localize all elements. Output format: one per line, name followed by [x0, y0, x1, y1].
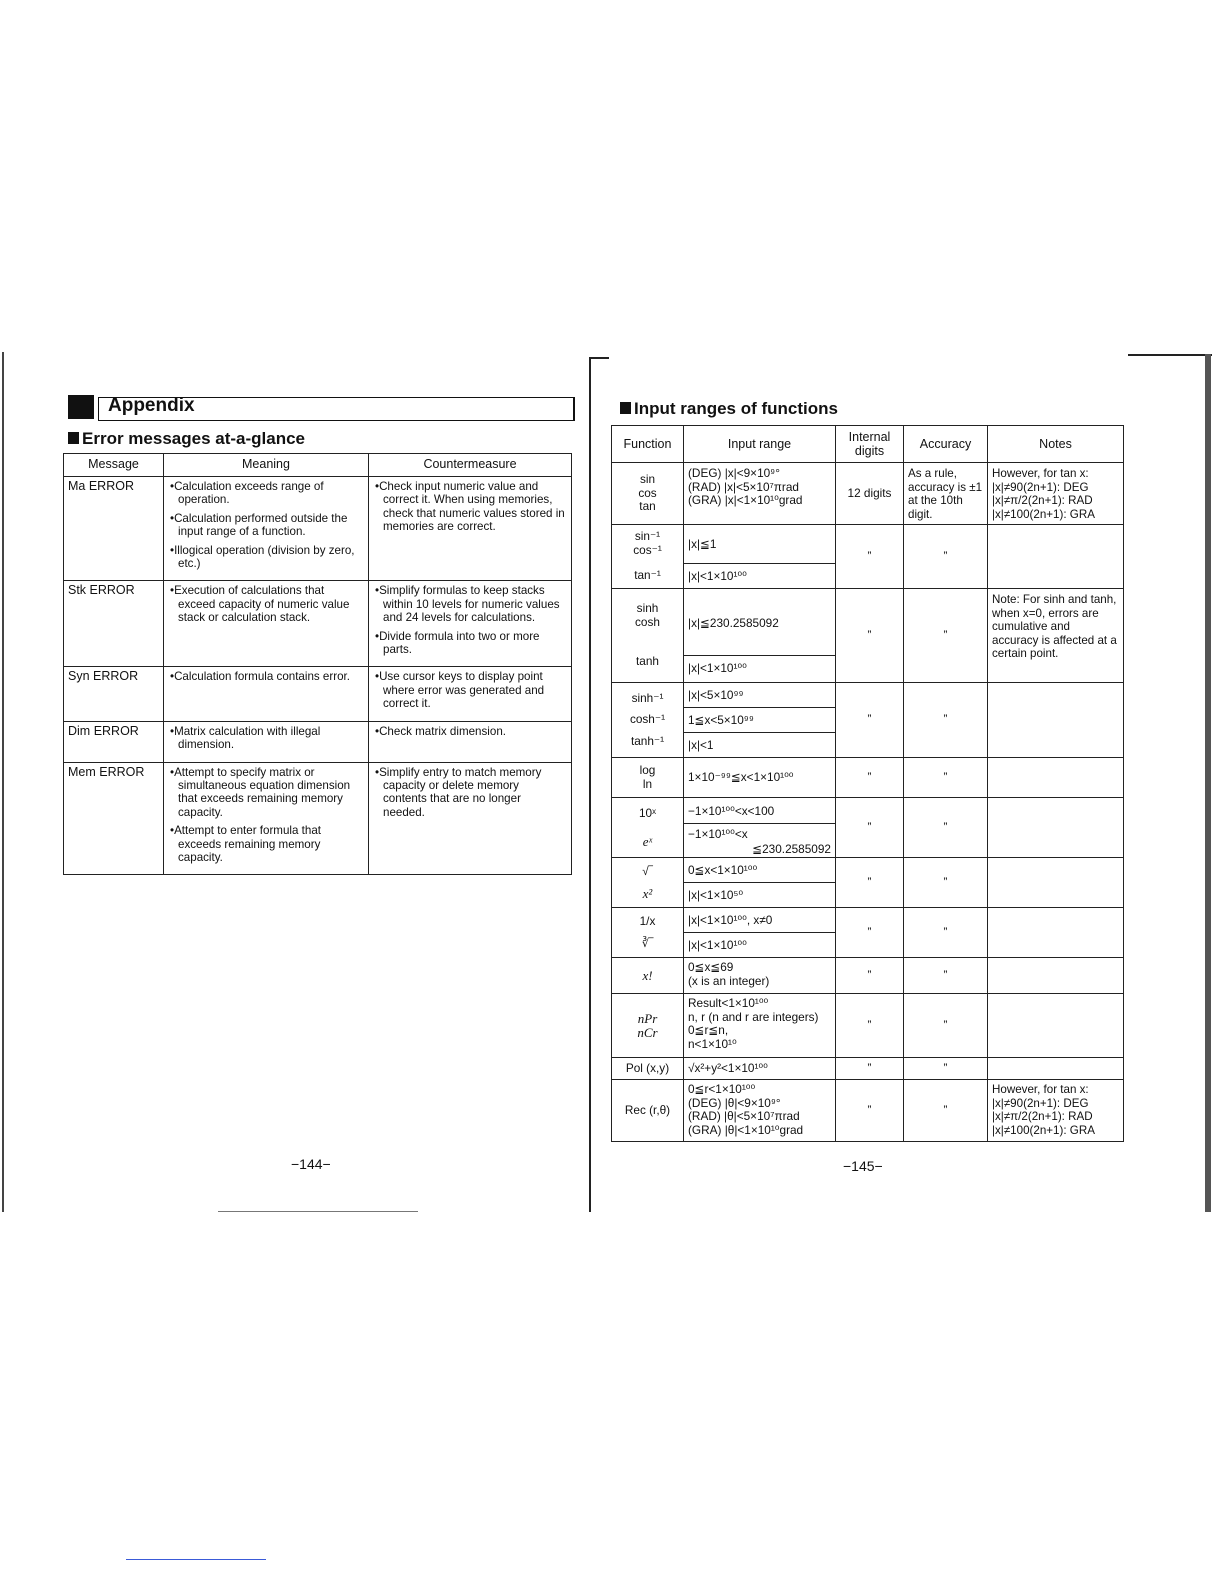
accuracy-cell: ” — [904, 525, 988, 589]
error-countermeasure — [369, 721, 572, 762]
digits-cell: 12 digits — [836, 463, 904, 525]
countermeasure-item: • Simplify entry to match memory capacity or delete memory contents that are no longer needed. — [375, 766, 565, 820]
notes-cell — [988, 798, 1124, 858]
digits-cell: ” — [836, 1058, 904, 1080]
header-accuracy: Accuracy — [904, 426, 988, 463]
header-notes: Notes — [988, 426, 1124, 463]
note-line: |x|≠π/2(2n+1): RAD — [992, 494, 1093, 508]
bullet-square-icon — [620, 402, 631, 414]
range-text: n<1×10¹⁰ — [688, 1036, 737, 1051]
range-text: (x is an integer) — [688, 973, 770, 988]
table-header-row — [64, 454, 572, 477]
error-meaning — [164, 762, 369, 875]
error-message: Stk ERROR — [64, 581, 164, 667]
table-row — [612, 858, 1124, 908]
digits-cell: ” — [836, 958, 904, 994]
left-edge-mark — [2, 352, 4, 1212]
note-line: |x|≠90(2n+1): DEG — [992, 1096, 1089, 1110]
range-text: |x|<1×10⁵⁰ — [688, 888, 744, 902]
range-text: −1×10¹⁰⁰<x — [688, 826, 748, 841]
page-number-left: −144− — [291, 1156, 331, 1172]
error-countermeasure — [369, 762, 572, 875]
table-row — [612, 683, 1124, 758]
function-cell — [612, 463, 684, 525]
range-text: (RAD) |x|<5×10⁷πrad — [688, 479, 799, 494]
table-row — [612, 525, 1124, 589]
function-name: nPr — [637, 1010, 658, 1026]
range-text: |x|≦1 — [684, 525, 835, 564]
range-text: |x|<1 — [688, 738, 714, 752]
meaning-item: • Attempt to enter formula that exceeds remaining memory capacity. — [170, 824, 362, 864]
notes-cell — [988, 858, 1124, 908]
range-cell — [684, 798, 836, 858]
accuracy-cell: ” — [904, 798, 988, 858]
function-name: tan⁻¹ — [634, 568, 661, 583]
range-text: (GRA) |θ|<1×10¹⁰grad — [688, 1122, 804, 1137]
notes-cell — [988, 908, 1124, 958]
note-line: |x|≠100(2n+1): GRA — [992, 1123, 1095, 1137]
range-text: (DEG) |x|<9×10⁹° — [688, 466, 780, 480]
bullet-square-icon — [68, 432, 79, 444]
notes-cell — [988, 683, 1124, 758]
digits-cell: ” — [836, 798, 904, 858]
bottom-underline — [126, 1559, 266, 1560]
accuracy-cell: ” — [904, 958, 988, 994]
range-text: ≦230.2585092 — [752, 841, 831, 856]
spine-line — [589, 357, 591, 1212]
notes-cell: Note: For sinh and tanh, when x=0, errors are cumulative and accuracy is affected at a certain point. — [988, 589, 1124, 683]
function-name: sin — [639, 472, 656, 487]
header-countermeasure: Countermeasure — [369, 454, 572, 477]
digits-cell: ” — [836, 589, 904, 683]
chapter-marker-icon — [68, 395, 94, 419]
range-text: −1×10¹⁰⁰<x<100 — [684, 799, 835, 824]
function-name: sinh⁻¹ — [631, 690, 664, 705]
error-message: Mem ERROR — [64, 762, 164, 875]
table-row — [64, 667, 572, 721]
note-line: |x|≠90(2n+1): DEG — [992, 480, 1089, 494]
page-number-right: −145− — [843, 1158, 883, 1174]
accuracy-cell: ” — [904, 589, 988, 683]
digits-cell: ” — [836, 858, 904, 908]
error-meaning — [164, 667, 369, 721]
function-cell: x! — [612, 958, 684, 994]
function-cell — [612, 798, 684, 858]
note-line: |x|≠100(2n+1): GRA — [992, 507, 1095, 521]
note-line: |x|≠π/2(2n+1): RAD — [992, 1110, 1093, 1124]
function-name: sin⁻¹ — [634, 529, 661, 544]
function-name: tanh — [636, 654, 659, 669]
range-text: |x|<1×10¹⁰⁰, x≠0 — [684, 908, 835, 933]
range-cell: 1×10⁻⁹⁹≦x<1×10¹⁰⁰ — [684, 758, 836, 798]
range-text: 0≦r<1×10¹⁰⁰ — [688, 1082, 756, 1096]
range-cell — [684, 683, 836, 758]
header-internal-digits: Internal digits — [836, 426, 904, 463]
digits-cell: ” — [836, 1080, 904, 1142]
table-row — [64, 721, 572, 762]
table-row — [612, 463, 1124, 525]
header-meaning: Meaning — [164, 454, 369, 477]
function-name: x² — [642, 885, 653, 901]
range-text: (DEG) |θ|<9×10⁹° — [688, 1095, 781, 1110]
right-edge-mark — [1205, 354, 1211, 1212]
header-input-range: Input range — [684, 426, 836, 463]
range-text: (GRA) |x|<1×10¹⁰grad — [688, 493, 803, 508]
section-title-text: Input ranges of functions — [634, 399, 838, 418]
countermeasure-item: • Check matrix dimension. — [375, 725, 565, 738]
note-line: However, for tan x: — [992, 467, 1089, 480]
range-text: |x|≦230.2585092 — [684, 591, 835, 656]
range-cell — [684, 1080, 836, 1142]
table-row — [612, 994, 1124, 1058]
table-row — [612, 758, 1124, 798]
error-countermeasure — [369, 667, 572, 721]
digits-cell: ” — [836, 994, 904, 1058]
accuracy-cell: ” — [904, 994, 988, 1058]
countermeasure-item: • Simplify formulas to keep stacks within 10 levels for numeric values and 24 levels for calculations. — [375, 584, 565, 624]
function-name: ∛‾ — [641, 935, 654, 950]
right-top-rule — [1128, 354, 1212, 356]
range-text: 0≦x≦69 — [688, 960, 734, 974]
accuracy-cell: ” — [904, 858, 988, 908]
error-message: Dim ERROR — [64, 721, 164, 762]
function-name: sinh — [636, 601, 659, 616]
meaning-item: • Execution of calculations that exceed capacity of numeric value stack or calculation stack. — [170, 584, 362, 624]
table-row — [612, 908, 1124, 958]
error-table — [63, 453, 572, 875]
meaning-item: • Attempt to specify matrix or simultaneous equation dimension that exceeds remaining memory capacity. — [170, 766, 362, 820]
section-title-errors — [68, 429, 305, 449]
function-name: cosh⁻¹ — [629, 712, 666, 727]
accuracy-cell: ” — [904, 1058, 988, 1080]
table-row — [64, 762, 572, 875]
bottom-faint-rule — [218, 1211, 418, 1212]
notes-cell — [988, 958, 1124, 994]
range-cell — [684, 908, 836, 958]
range-cell — [684, 463, 836, 525]
range-cell — [684, 589, 836, 683]
error-meaning — [164, 581, 369, 667]
digits-cell: ” — [836, 525, 904, 589]
error-meaning — [164, 477, 369, 581]
table-row — [612, 1080, 1124, 1142]
meaning-item: • Calculation performed outside the input range of a function. — [170, 512, 362, 539]
table-row — [64, 477, 572, 581]
function-name: eˣ — [642, 833, 653, 849]
meaning-item: • Calculation formula contains error. — [170, 670, 362, 683]
function-name: 10ˣ — [639, 805, 656, 820]
error-countermeasure — [369, 581, 572, 667]
accuracy-cell: ” — [904, 758, 988, 798]
function-name: log — [639, 762, 656, 777]
accuracy-cell: ” — [904, 908, 988, 958]
function-cell: Pol (x,y) — [612, 1058, 684, 1080]
function-cell — [612, 858, 684, 908]
notes-cell — [988, 994, 1124, 1058]
range-cell: √x²+y²<1×10¹⁰⁰ — [684, 1058, 836, 1080]
range-text: 0≦x<1×10¹⁰⁰ — [684, 858, 835, 883]
function-name: tan — [639, 499, 656, 514]
table-header-row — [612, 426, 1124, 463]
function-cell — [612, 525, 684, 589]
range-text: |x|<1×10¹⁰⁰ — [688, 569, 747, 583]
range-cell — [684, 958, 836, 994]
error-meaning — [164, 721, 369, 762]
function-cell — [612, 758, 684, 798]
table-row — [612, 1058, 1124, 1080]
error-message: Syn ERROR — [64, 667, 164, 721]
countermeasure-item: • Divide formula into two or more parts. — [375, 630, 565, 657]
range-text: Result<1×10¹⁰⁰ — [688, 996, 769, 1010]
table-row — [612, 958, 1124, 994]
header-message: Message — [64, 454, 164, 477]
range-text: 0≦r≦n, — [688, 1023, 729, 1038]
notes-cell — [988, 525, 1124, 589]
meaning-item: • Matrix calculation with illegal dimension. — [170, 725, 362, 752]
function-name: tanh⁻¹ — [630, 733, 665, 748]
chapter-title: Appendix — [108, 395, 195, 416]
header-function: Function — [612, 426, 684, 463]
table-row — [612, 798, 1124, 858]
function-cell — [612, 908, 684, 958]
notes-cell — [988, 758, 1124, 798]
function-cell — [612, 589, 684, 683]
function-name: 1/x — [639, 913, 656, 928]
function-name: cos⁻¹ — [633, 542, 662, 557]
range-cell — [684, 858, 836, 908]
range-text: |x|<1×10¹⁰⁰ — [688, 938, 747, 952]
function-cell — [612, 683, 684, 758]
function-name: cosh — [635, 614, 660, 629]
function-cell: Rec (r,θ) — [612, 1080, 684, 1142]
range-text: (RAD) |θ|<5×10⁷πrad — [688, 1109, 800, 1124]
range-text: |x|<5×10⁹⁹ — [684, 683, 835, 708]
function-name: cos — [638, 485, 657, 500]
digits-cell: ” — [836, 758, 904, 798]
accuracy-cell: As a rule, accuracy is ±1 at the 10th digit. — [904, 463, 988, 525]
meaning-item: • Illogical operation (division by zero, etc.) — [170, 544, 362, 571]
notes-cell — [988, 1080, 1124, 1142]
function-name: nCr — [637, 1024, 658, 1040]
function-name: √‾ — [642, 863, 653, 878]
function-name: ln — [642, 776, 653, 791]
meaning-item: • Calculation exceeds range of operation. — [170, 480, 362, 507]
section-title-text: Error messages at-a-glance — [82, 429, 305, 448]
accuracy-cell: ” — [904, 683, 988, 758]
section-title-ranges — [620, 399, 838, 419]
input-range-table — [611, 425, 1124, 1142]
accuracy-cell: ” — [904, 1080, 988, 1142]
function-cell — [612, 994, 684, 1058]
error-countermeasure — [369, 477, 572, 581]
table-row — [64, 581, 572, 667]
range-text: |x|<1×10¹⁰⁰ — [688, 661, 747, 675]
note-line: However, for tan x: — [992, 1083, 1089, 1096]
digits-cell: ” — [836, 683, 904, 758]
range-cell — [684, 525, 836, 589]
notes-cell — [988, 1058, 1124, 1080]
range-text: 1≦x<5×10⁹⁹ — [684, 708, 835, 733]
countermeasure-item: • Check input numeric value and correct it. When using memories, check that numeric values stored in memories are correct. — [375, 480, 565, 534]
notes-cell — [988, 463, 1124, 525]
spine-top-tick — [589, 357, 609, 359]
countermeasure-item: • Use cursor keys to display point where error was generated and correct it. — [375, 670, 565, 710]
digits-cell: ” — [836, 908, 904, 958]
table-row — [612, 589, 1124, 683]
range-text: n, r (n and r are integers) — [688, 1009, 819, 1024]
range-cell — [684, 994, 836, 1058]
chapter-header — [68, 395, 574, 421]
error-message: Ma ERROR — [64, 477, 164, 581]
